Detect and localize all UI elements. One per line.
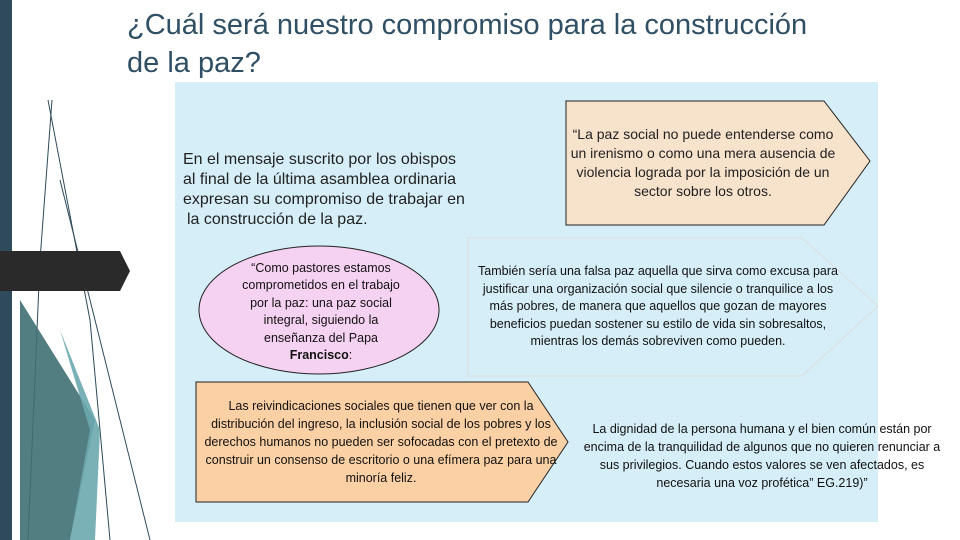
title-line-2: de la paz? [127,47,261,79]
intro-line-4: la construcción de la paz. [187,211,368,228]
intro-line-3: expresan su compromiso de trabajar en [183,191,465,208]
arrow-mid-text: También sería una falsa paz aquella que sirva como excusa para justificar una organización social que silencie o tranquilice a los más pobres, de manera que aquellos que gozan de mayores beneficios puedan sostener su estilo de vida sin sobresaltos, mientras los demás sobreviven como pueden. [478,264,838,349]
slide-title [127,6,927,82]
arrow-bottom-text: Las reivindicaciones sociales que tienen que ver con la distribución del ingreso, la inclusión social de los pobres y los derechos humanos no pueden ser sofocadas con el pretexto de construir un consenso de escritorio o una efímera paz para una minoría feliz. [204,399,558,485]
oval-quote: “Como pastores estamos comprometidos en el trabajo por la paz: una paz social integral, siguiendo la enseñanza del Papa [242,260,400,345]
oval-bold: Francisco [289,348,349,362]
intro-line-1: En el mensaje suscrito por los obispos [183,151,457,168]
oval-tail: : [348,348,353,362]
bottom-right-text: La dignidad de la persona humana y el bien común están por encima de la tranquilidad de algunos que no quieren renunciar a sus privilegios. Cuando estos valores se ven afectados, es necesaria una voz profética” EG.219)” [583,422,941,490]
quote-top-text: “La paz social no puede entenderse como un irenismo o como una mera ausencia de violencia lograda por la imposición de un sector sobre los otros. [570,126,836,199]
intro-text [183,150,513,230]
title-line-1: ¿Cuál será nuestro compromiso para la construcción [127,9,808,41]
intro-line-2: al final de la última asamblea ordinaria [183,171,457,188]
oval-text [232,262,410,362]
